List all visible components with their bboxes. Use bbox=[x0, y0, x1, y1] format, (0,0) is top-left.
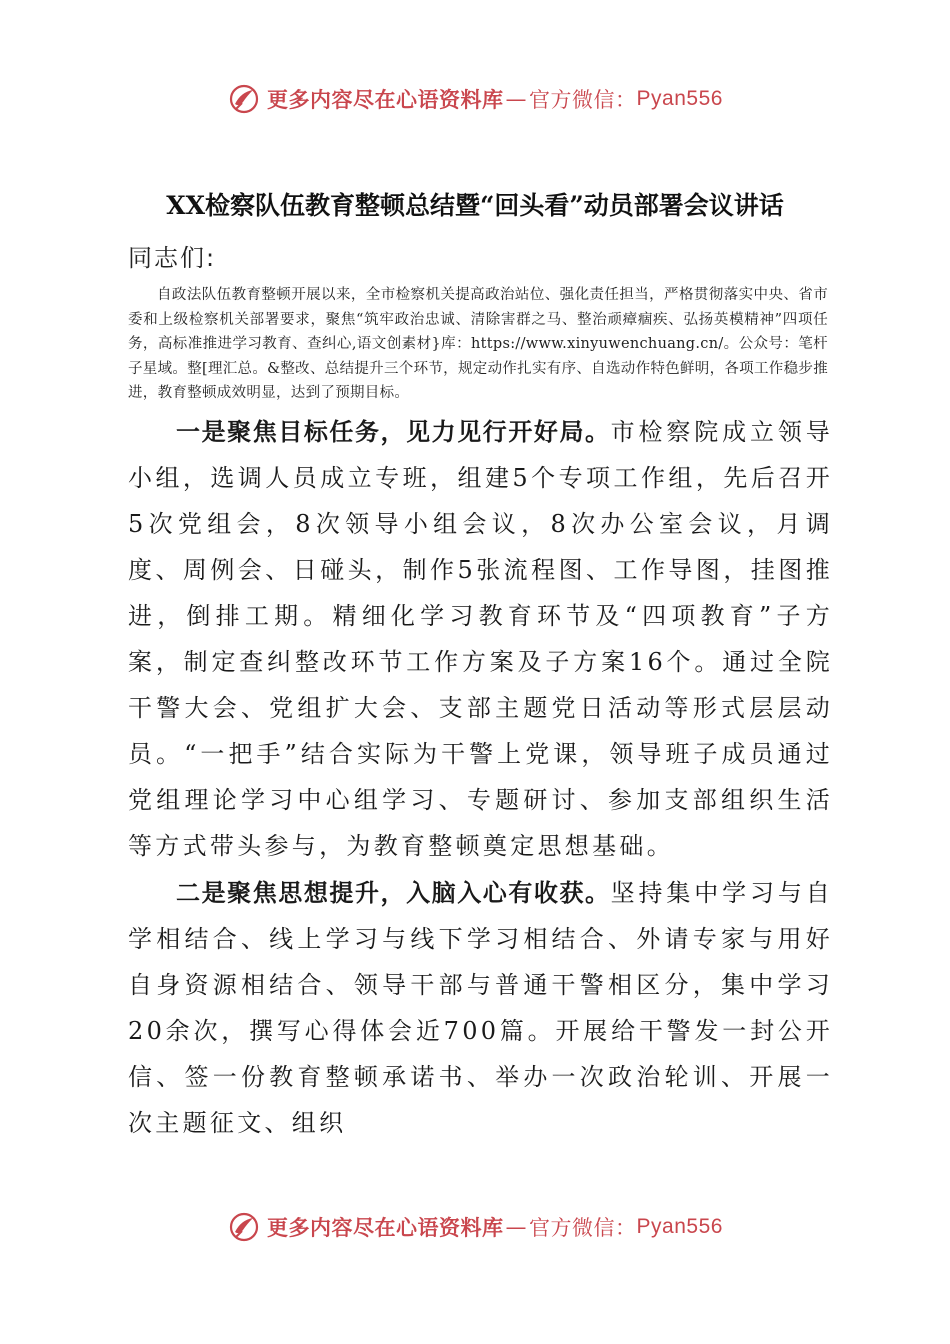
watermark-library-text: 更多内容尽在心语资料库 bbox=[267, 1216, 504, 1240]
section-body-2: 坚持集中学习与自学相结合、线上学习与线下学习相结合、外请专家与用好自身资源相结合、领导干部与普通干警相区分，集中学习20余次，撰写心得体会近700篇。开展给干警发一封公开信、签一份教育整顿承诺书、举办一次政治轮训、开展一次主题征文、组织 bbox=[128, 879, 834, 1137]
brush-logo-icon bbox=[227, 82, 261, 116]
watermark-banner-top bbox=[0, 82, 950, 116]
section-body-1: 市检察院成立领导小组，选调人员成立专班，组建5个专项工作组，先后召开5次党组会，8次领导小组会议，8次办公室会议，月调度、周例会、日碰头，制作5张流程图、工作导图，挂图推进，倒排工期。精细化学习教育环节及“四项教育”子方案，制定查纠整改环节工作方案及子方案16个。通过全院干警大会、党组扩大会、支部主题党日活动等形式层层动员。“一把手”结合实际为干警上党课，领导班子成员通过党组理论学习中心组学习、专题研讨、参加支部组织生活等方式带头参与，为教育整顿奠定思想基础。 bbox=[128, 418, 834, 860]
watermark-wechat-label: 官方微信： bbox=[529, 1216, 637, 1240]
section-paragraph-2 bbox=[128, 870, 833, 1146]
document-title: XX检察队伍教育整顿总结暨“回头看”动员部署会议讲话 bbox=[166, 191, 784, 220]
watermark-wechat-id: Pyan556 bbox=[636, 87, 723, 110]
watermark-library-text: 更多内容尽在心语资料库 bbox=[267, 88, 504, 112]
watermark-wechat-label: 官方微信： bbox=[529, 88, 637, 112]
intro-paragraph: 自政法队伍教育整顿开展以来，全市检察机关提高政治站位、强化责任担当，严格贯彻落实中央、省市委和上级检察机关部署要求，聚焦“筑牢政治忠诚、清除害群之马、整治顽瘴痼疾、弘扬英模精神”四项任务，高标准推进学习教育、查纠心,语文创素材}库：https://www.xinyuwenchuang.cn/。公众号：笔杆子星域。整[理汇总。&整改、总结提升三个环节，规定动作扎实有序、自选动作特色鲜明，各项工作稳步推进，教育整顿成效明显，达到了预期目标。 bbox=[128, 287, 828, 401]
section-lead-2: 二是聚焦思想提升，入脑入心有收获。 bbox=[176, 879, 611, 907]
watermark-dash: — bbox=[505, 87, 528, 111]
watermark-banner-bottom bbox=[0, 1210, 950, 1244]
brush-logo-icon bbox=[227, 1210, 261, 1244]
section-lead-1: 一是聚焦目标任务，见力见行开好局。 bbox=[176, 418, 611, 446]
watermark-wechat-id: Pyan556 bbox=[636, 1215, 723, 1238]
greeting: 同志们: bbox=[128, 244, 217, 272]
watermark-dash: — bbox=[505, 1215, 528, 1239]
section-paragraph-1 bbox=[128, 409, 833, 869]
